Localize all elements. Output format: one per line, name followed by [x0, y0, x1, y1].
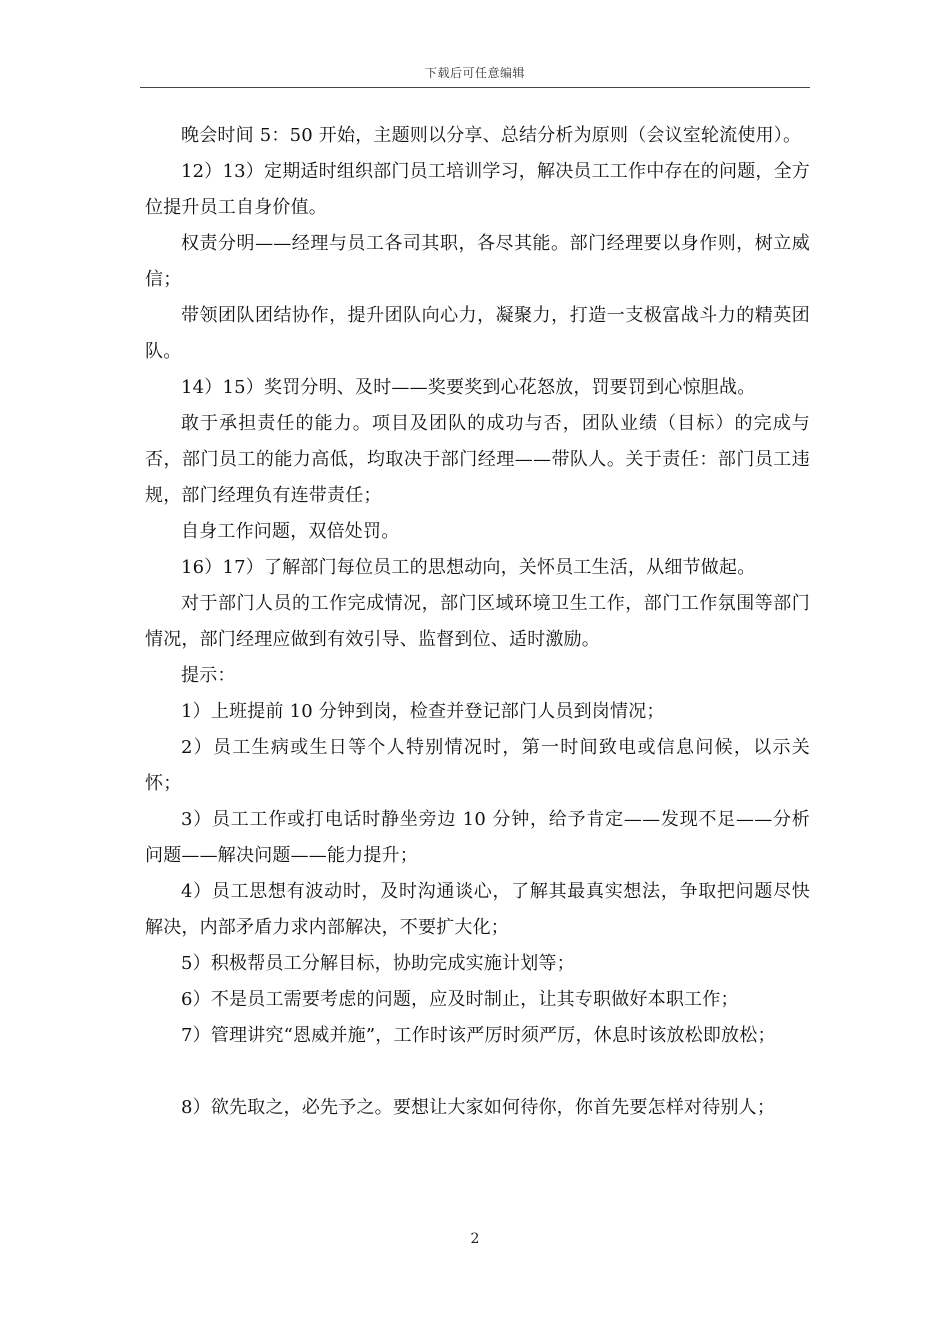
paragraph: 权责分明——经理与员工各司其职，各尽其能。部门经理要以身作则，树立威信；: [145, 233, 810, 290]
list-item: 3）员工工作或打电话时静坐旁边 10 分钟，给予肯定——发现不足——分析问题——解决问题——能力提升；: [145, 809, 810, 866]
header-rule: [140, 87, 810, 88]
paragraph: 提示：: [181, 665, 236, 686]
paragraph: 对于部门人员的工作完成情况，部门区域环境卫生工作，部门工作氛围等部门情况，部门经理应做到有效引导、监督到位、适时激励。: [145, 593, 810, 650]
blank-line: [145, 1054, 810, 1090]
paragraph: 自身工作问题，双倍处罚。: [181, 521, 400, 542]
list-item: 5）积极帮员工分解目标，协助完成实施计划等；: [181, 953, 575, 974]
paragraph: 16）17）了解部门每位员工的思想动向，关怀员工生活，从细节做起。: [181, 557, 756, 578]
paragraph: 14）15）奖罚分明、及时——奖要奖到心花怒放，罚要罚到心惊胆战。: [181, 377, 756, 398]
body-text: [145, 118, 810, 1126]
page-header: 下载后可任意编辑: [424, 66, 525, 80]
list-item: 1）上班提前 10 分钟到岗，检查并登记部门人员到岗情况；: [181, 701, 665, 722]
list-item: 4）员工思想有波动时，及时沟通谈心，了解其最真实想法，争取把问题尽快解决，内部矛盾力求内部解决，不要扩大化；: [145, 881, 810, 938]
page-number: 2: [470, 1231, 480, 1247]
paragraph: 带领团队团结协作，提升团队向心力，凝聚力，打造一支极富战斗力的精英团队。: [145, 305, 810, 362]
list-item: 7）管理讲究“恩威并施”，工作时该严厉时须严厉，休息时该放松即放松；: [181, 1025, 776, 1046]
list-item: 2）员工生病或生日等个人特别情况时，第一时间致电或信息问候，以示关怀；: [145, 737, 810, 794]
paragraph: 敢于承担责任的能力。项目及团队的成功与否，团队业绩（目标）的完成与否，部门员工的能力高低，均取决于部门经理——带队人。关于责任：部门员工违规，部门经理负有连带责任；: [145, 413, 810, 506]
list-item: 6）不是员工需要考虑的问题，应及时制止，让其专职做好本职工作；: [181, 989, 739, 1010]
list-item: 8）欲先取之，必先予之。要想让大家如何待你，你首先要怎样对待别人；: [181, 1097, 776, 1118]
paragraph: 12）13）定期适时组织部门员工培训学习，解决员工工作中存在的问题，全方位提升员工自身价值。: [145, 161, 811, 218]
paragraph: 晚会时间 5：50 开始，主题则以分享、总结分析为原则（会议室轮流使用）。: [181, 125, 802, 146]
